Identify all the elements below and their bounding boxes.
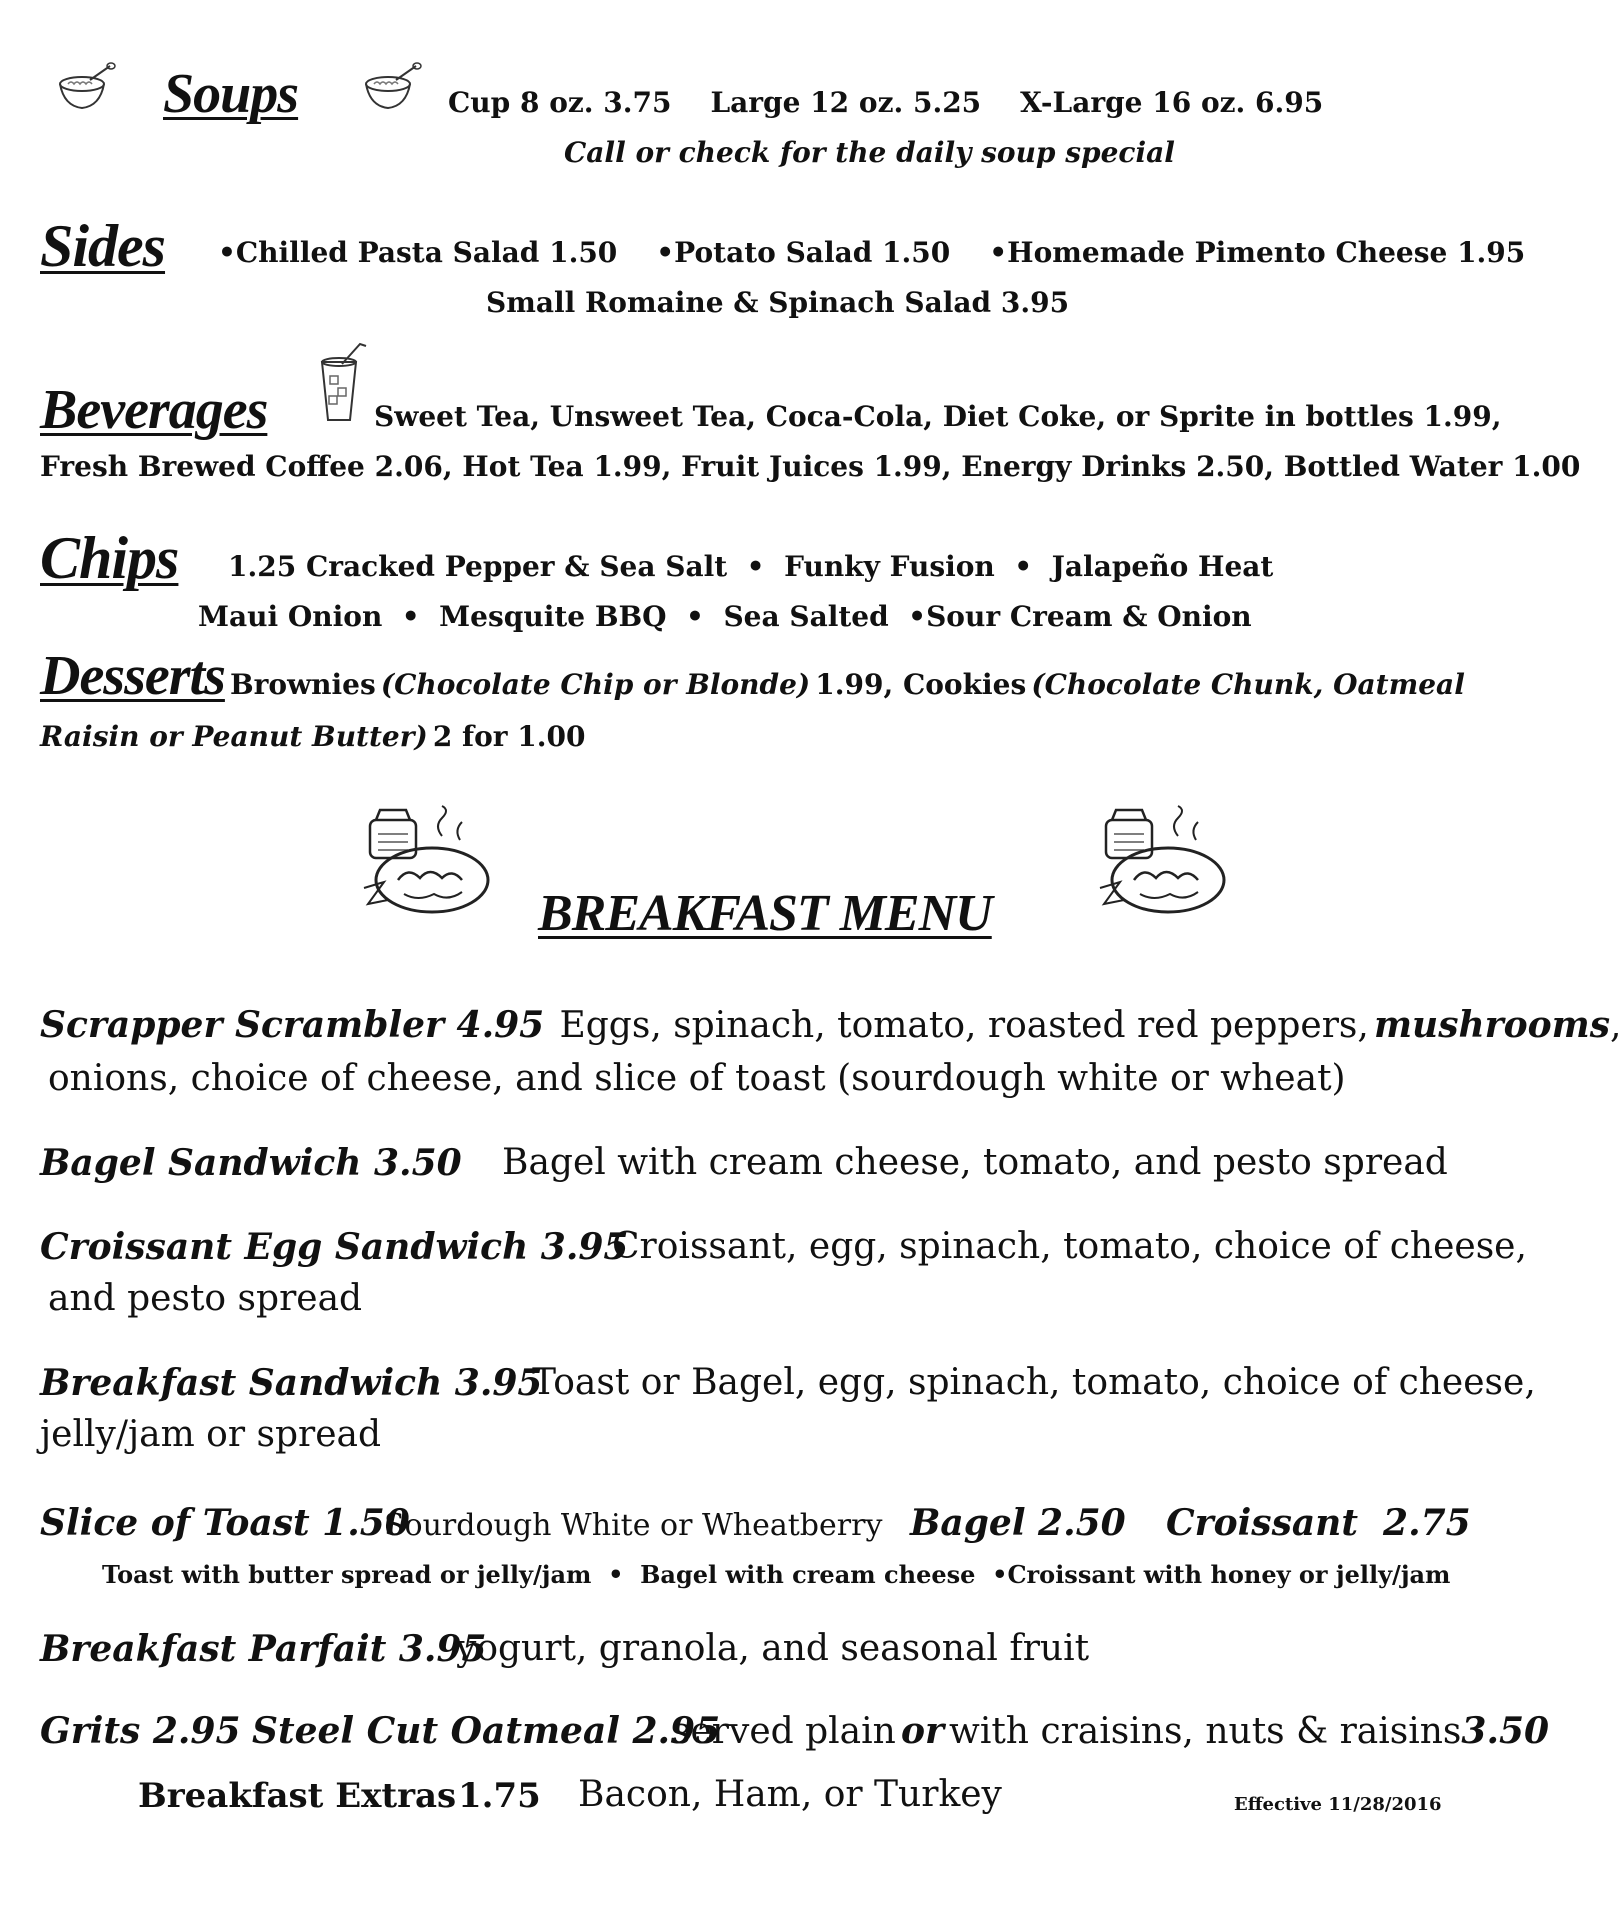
desserts-cookies-price: 2 for 1.00 — [432, 720, 586, 753]
beverages-line2: Fresh Brewed Coffee 2.06, Hot Tea 1.99, Fruit Juices 1.99, Energy Drinks 2.50, Bottled Water 1.00 — [40, 450, 1581, 483]
soups-sizes: Cup 8 oz. 3.75 Large 12 oz. 5.25 X-Large 16 oz. 6.95 — [448, 86, 1324, 119]
scrambler-row — [40, 1004, 1621, 1046]
bagel-sandwich-desc: Bagel with cream cheese, tomato, and pesto spread — [502, 1142, 1448, 1183]
desserts-cookies-options-cont: Raisin or Peanut Butter) — [40, 720, 428, 753]
beverages-heading: Beverages — [40, 379, 268, 441]
breakfast-plate-icon — [358, 806, 498, 922]
oatmeal-or: or — [900, 1710, 944, 1752]
extras-label: Breakfast Extras — [138, 1776, 457, 1816]
scrambler-desc-cont: onions, choice of cheese, and slice of toast (sourdough white or wheat) — [48, 1058, 1346, 1099]
parfait-name: Breakfast Parfait 3.95 — [40, 1628, 487, 1670]
bagel-sandwich-name: Bagel Sandwich 3.50 — [40, 1142, 462, 1184]
scrambler-name: Scrapper Scrambler 4.95 — [40, 1004, 545, 1046]
toast-note: Toast with butter spread or jelly/jam • Bagel with cream cheese •Croissant with honey or jelly/jam — [102, 1560, 1451, 1589]
extras-price: 1.75 — [458, 1776, 541, 1816]
soup-bowl-icon — [362, 62, 422, 114]
breakfast-sandwich-name: Breakfast Sandwich 3.95 — [40, 1362, 543, 1404]
soups-note: Call or check for the daily soup special — [564, 136, 1175, 169]
breakfast-sandwich-desc-cont: jelly/jam or spread — [40, 1414, 382, 1455]
oatmeal-desc: served plain — [672, 1711, 896, 1752]
chips-heading: Chips — [40, 525, 179, 591]
breakfast-sandwich-desc: Toast or Bagel, egg, spinach, tomato, choice of cheese, — [532, 1362, 1536, 1403]
scrambler-mushrooms: mushrooms — [1373, 1004, 1610, 1046]
sides-line2: Small Romaine & Spinach Salad 3.95 — [486, 286, 1070, 319]
toast-name: Slice of Toast 1.50 — [40, 1502, 410, 1544]
oatmeal-name: Steel Cut Oatmeal 2.95 — [252, 1710, 721, 1752]
croissant-egg-desc: Croissant, egg, spinach, tomato, choice of cheese, — [612, 1226, 1527, 1267]
desserts-brownies-price: 1.99, Cookies — [815, 668, 1027, 701]
croissant-name: Croissant 2.75 — [1166, 1502, 1471, 1544]
breakfast-title: BREAKFAST MENU — [538, 885, 992, 942]
desserts-cookies-options: (Chocolate Chunk, Oatmeal — [1031, 668, 1465, 701]
chips-line2: Maui Onion • Mesquite BBQ • Sea Salted •Sour Cream & Onion — [198, 600, 1252, 633]
extras-desc: Bacon, Ham, or Turkey — [578, 1774, 1002, 1815]
desserts-brownies: Brownies — [229, 668, 376, 701]
effective-date: Effective 11/28/2016 — [1234, 1794, 1442, 1815]
desserts-line1 — [40, 644, 1465, 708]
croissant-egg-name: Croissant Egg Sandwich 3.95 — [40, 1226, 629, 1268]
scrambler-desc: Eggs, spinach, tomato, roasted red peppers, — [559, 1005, 1369, 1046]
bagel-name: Bagel 2.50 — [910, 1502, 1126, 1544]
desserts-brownies-options: (Chocolate Chip or Blonde) — [380, 668, 811, 701]
sides-line1: •Chilled Pasta Salad 1.50 •Potato Salad 1.50 •Homemade Pimento Cheese 1.95 — [218, 236, 1526, 269]
soups-heading: Soups — [163, 63, 299, 125]
grits-name: Grits 2.95 — [40, 1710, 241, 1752]
bagel-sandwich-row — [40, 1142, 462, 1184]
chips-line1: 1.25 Cracked Pepper & Sea Salt • Funky Fusion • Jalapeño Heat — [228, 550, 1274, 583]
toast-desc: Sourdough White or Wheatberry — [384, 1508, 883, 1543]
croissant-egg-desc-cont: and pesto spread — [48, 1278, 363, 1319]
parfait-desc: yogurt, granola, and seasonal fruit — [456, 1628, 1090, 1669]
scrambler-comma: , — [1610, 1005, 1621, 1046]
oatmeal-desc-row — [672, 1710, 1549, 1752]
oatmeal-desc-cont: with craisins, nuts & raisins — [949, 1711, 1462, 1752]
desserts-heading: Desserts — [40, 645, 225, 707]
soup-bowl-icon — [56, 62, 116, 114]
beverages-line1: Sweet Tea, Unsweet Tea, Coca-Cola, Diet Coke, or Sprite in bottles 1.99, — [374, 400, 1502, 433]
iced-drink-icon — [316, 340, 370, 424]
sides-heading: Sides — [40, 213, 166, 279]
desserts-line2 — [40, 720, 585, 753]
breakfast-plate-icon — [1094, 806, 1234, 922]
oatmeal-extra-price: 3.50 — [1461, 1710, 1550, 1752]
